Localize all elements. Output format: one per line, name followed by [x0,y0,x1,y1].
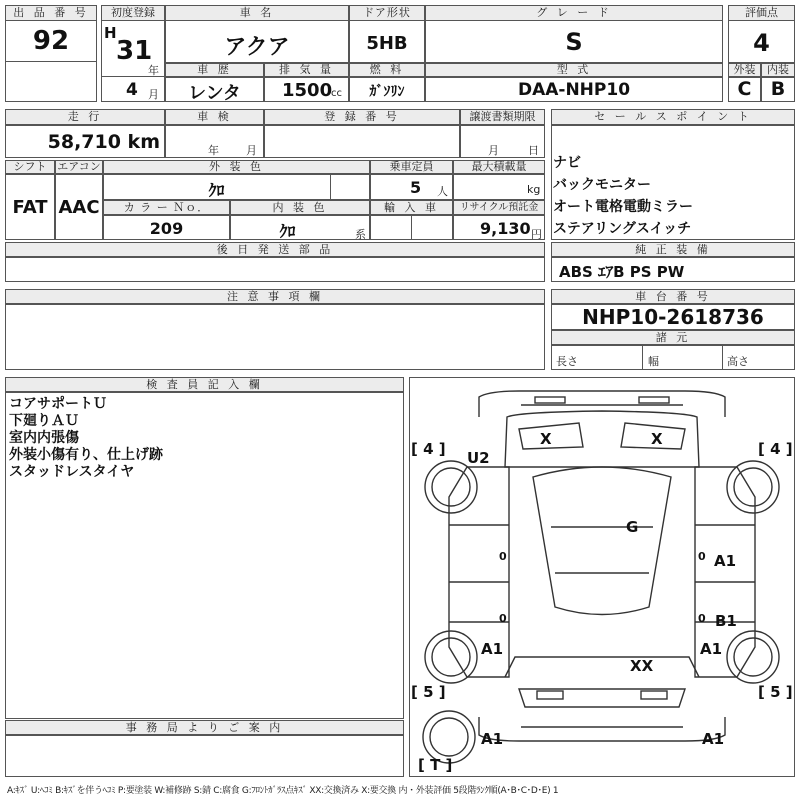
score: 4 [753,29,770,57]
history-label: 車 歴 [165,63,264,77]
remark-line: スタッドレスタイヤ [9,464,135,480]
dims-divider-2 [722,345,723,370]
capacity-label: 乗車定員 [370,160,453,174]
import-label: 輸 入 車 [370,200,453,215]
inspection-month-unit: 月 [246,144,257,157]
mark-x-front-left: X [540,430,552,448]
interior-unit: 系 [355,228,366,241]
first-reg-label: 初度登録 [101,5,165,21]
mark-zero: 0 [499,550,507,563]
lot-divider [5,61,97,62]
office-box [5,735,404,777]
color-divider [330,174,331,200]
chassis-label: 車 台 番 号 [551,289,795,304]
car-diagram [409,377,795,777]
width-label: 幅 [648,355,659,368]
ext-label: 外装 [728,63,761,77]
displacement-label: 排 気 量 [264,63,349,77]
ext-grade: C [737,78,752,100]
sales-point-item: オート電格電動ミラー [553,199,693,215]
length-label: 長さ [556,355,578,368]
score-label: 評価点 [728,5,795,21]
later-parts-box [5,257,545,282]
ac-label: エアコン [55,160,103,174]
grade: S [565,28,583,56]
lot-label: 出 品 番 号 [5,5,97,21]
sales-point-label: セ ー ル ス ポ イ ン ト [551,109,795,125]
mark-xx: XX [630,657,654,675]
recycle-label: リサイクル預託金 [453,200,545,215]
car-name-label: 車 名 [165,5,349,21]
colorno-label: カ ラ ー Ｎｏ． [103,200,230,215]
mark-a1-left-mid: A1 [481,640,504,658]
mark-zero: 0 [499,612,507,625]
aircon: AAC [58,197,100,218]
interior-label: 内 装 色 [230,200,370,215]
lot-number: 92 [32,26,70,56]
shift: FAT [12,197,48,218]
reg-month: 4 [126,80,138,100]
remarks-list [9,396,163,481]
sales-point-item: ステアリングスイッチ [553,221,692,237]
interior-color: ｸﾛ [279,222,296,241]
mark-a1-right-front: A1 [714,552,737,570]
transfer-day-unit: 日 [528,144,539,157]
recycle-unit: 円 [531,228,542,241]
regno-box [264,125,460,158]
notes-label: 注 意 事 項 欄 [5,289,545,304]
dims-divider-1 [642,345,643,370]
mark-a1-right-mid: A1 [700,640,723,658]
mark-g: G [626,518,639,536]
capacity-unit: 人 [437,185,448,198]
inspector-label: 検 査 員 記 入 欄 [5,377,404,392]
body-color: ｸﾛ [208,181,225,200]
notes-box [5,304,545,370]
mark-zero: 0 [698,550,706,563]
color-number: 209 [149,219,184,238]
import-divider [411,215,412,240]
cc-unit: cc [331,88,342,99]
door-type: 5HB [366,33,408,54]
car-history: レンタ [188,83,241,104]
color-label: 外 装 色 [103,160,370,174]
remark-line: 室内内張傷 [9,430,79,446]
recycle-fee: 9,130 [480,219,531,238]
capacity: 5 [410,178,422,197]
tire-rear-left: [ 5 ] [411,683,446,701]
inspection-label: 車 検 [165,109,264,125]
car-name: アクア [224,35,290,60]
remark-line: 下廻りＡＵ [9,413,79,429]
mileage-label: 走 行 [5,109,165,125]
mark-x-front-right: X [651,430,663,448]
chassis-number: NHP10-2618736 [582,305,764,329]
fuel: ｶﾞｿﾘﾝ [369,84,405,100]
dims-box [551,345,795,370]
int-label: 内装 [761,63,795,77]
reg-divider [101,76,165,77]
shift-label: シフト [5,160,55,174]
era: H [104,24,117,42]
int-grade: B [770,78,786,100]
legend: A:ｷｽﾞ U:ﾍｺﾐ B:ｷｽﾞを伴うﾍｺﾐ P:要塗装 W:補修跡 S:錆 C:腐食 G:ﾌﾛﾝﾄｶﾞﾗｽ点ｷｽﾞ XX:交換済み X:要交換 内・外装評価 5段階ﾗﾝｸ順(A･B･C･D･E) 1 [7,786,559,796]
sales-point-item: バックモニター [553,177,651,193]
sales-point-item: ナビ [553,155,581,171]
model-label: 型 式 [425,63,723,77]
mark-a1-left-bottom: A1 [481,730,504,748]
dims-label: 諸 元 [551,330,795,345]
door-label: ドア形状 [349,5,425,21]
tire-front-left: [ 4 ] [411,440,446,458]
remark-line: 外装小傷有り、仕上げ跡 [9,447,163,463]
tire-rear-right: [ 5 ] [758,683,793,701]
mileage: 58,710 km [47,131,160,153]
model-code: DAA-NHP10 [517,80,631,100]
fuel-label: 燃 料 [349,63,425,77]
month-unit: 月 [148,88,159,101]
mark-b1: B1 [715,612,737,630]
tire-front-right: [ 4 ] [758,440,793,458]
mark-zero: 0 [698,612,706,625]
mark-a1-right-bottom: A1 [702,730,725,748]
remark-line: コアサポートＵ [9,396,107,412]
transfer-label: 譲渡書類期限 [460,109,545,125]
grade-label: グ レ ー ド [425,5,723,21]
tire-spare: [ T ] [418,756,453,774]
height-label: 高さ [727,355,749,368]
load-label: 最大積載量 [453,160,545,174]
regno-label: 登 録 番 号 [264,109,460,125]
office-label: 事 務 局 よ り ご 案 内 [5,720,404,735]
equipment-label: 純 正 装 備 [551,242,795,257]
load-unit: kg [527,183,541,196]
inspection-year-unit: 年 [208,144,219,157]
reg-year: 31 [116,36,153,66]
equipment: ABS ｴｱB PS PW [559,263,685,281]
transfer-month-unit: 月 [488,144,499,157]
later-parts-label: 後 日 発 送 部 品 [5,242,545,257]
displacement: 1500 [282,80,333,101]
mark-u2: U2 [467,449,490,467]
year-unit: 年 [148,64,159,77]
